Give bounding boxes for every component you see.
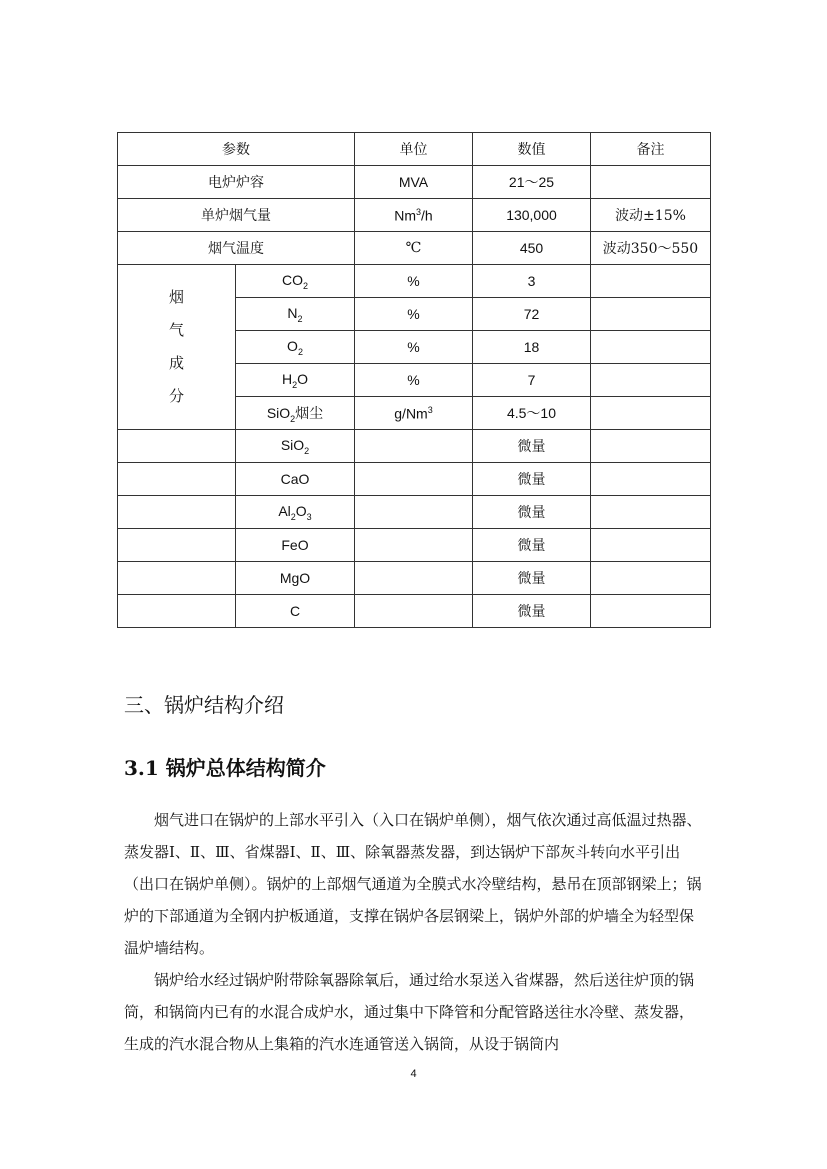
cell-component: CaO xyxy=(236,463,355,496)
cell-unit: ℃ xyxy=(355,232,473,265)
cell-value: 4.5～10 xyxy=(473,397,591,430)
cell-note xyxy=(591,364,711,397)
cell-component: $Al_2O_3$ xyxy=(236,496,355,529)
table-row xyxy=(118,463,711,496)
cell-value: 微量 xyxy=(473,463,591,496)
table-header-row xyxy=(118,133,711,166)
cell-note xyxy=(591,463,711,496)
section-heading: 三、锅炉结构介绍 xyxy=(124,693,284,717)
cell-value: 3 xyxy=(473,265,591,298)
cell-component: $CO_2$ xyxy=(236,265,355,298)
cell-note xyxy=(591,595,711,628)
cell-empty xyxy=(118,430,236,463)
cell-component: C xyxy=(236,595,355,628)
cell-component: FeO xyxy=(236,529,355,562)
cell-value: 7 xyxy=(473,364,591,397)
cell-note: 波动350～550 xyxy=(591,232,711,265)
page-number: 4 xyxy=(410,1068,417,1080)
table-row xyxy=(118,562,711,595)
cell-value: 21～25 xyxy=(473,166,591,199)
cell-value: 微量 xyxy=(473,562,591,595)
cell-value: 微量 xyxy=(473,529,591,562)
cell-note: 波动±15% xyxy=(591,199,711,232)
cell-unit: % xyxy=(355,265,473,298)
cell-value: 450 xyxy=(473,232,591,265)
paragraph: 烟气进口在锅炉的上部水平引入（入口在锅炉单侧），烟气依次通过高低温过热器、蒸发器Ⅰ、Ⅱ、Ⅲ、省煤器Ⅰ、Ⅱ、Ⅲ、除氧器蒸发器，到达锅炉下部灰斗转向水平引出（出口在锅炉单侧）。锅炉的上部烟气通道为全膜式水冷壁结构，悬吊在顶部钢梁上；锅炉的下部通道为全钢内护板通道，支撑在锅炉各层钢梁上，锅炉外部的炉墙全为轻型保温炉墙结构。 xyxy=(124,811,702,957)
cell-unit xyxy=(355,562,473,595)
header-unit: 单位 xyxy=(355,133,473,166)
cell-note xyxy=(591,430,711,463)
cell-param: 单炉烟气量 xyxy=(118,199,355,232)
cell-unit: % xyxy=(355,364,473,397)
header-param: 参数 xyxy=(118,133,355,166)
table-row xyxy=(118,595,711,628)
cell-empty xyxy=(118,595,236,628)
cell-component: $H_2O$ xyxy=(236,364,355,397)
cell-value: 130,000 xyxy=(473,199,591,232)
cell-unit xyxy=(355,529,473,562)
table-row xyxy=(118,529,711,562)
cell-component: SiO$_2$烟尘 xyxy=(236,397,355,430)
cell-unit: MVA xyxy=(355,166,473,199)
parameter-table xyxy=(117,132,711,628)
cell-component: SiO$_2$ xyxy=(236,430,355,463)
table-row xyxy=(118,265,711,298)
cell-unit xyxy=(355,430,473,463)
cell-value: 72 xyxy=(473,298,591,331)
cell-component: $O_2$ xyxy=(236,331,355,364)
cell-param: 电炉炉容 xyxy=(118,166,355,199)
cell-empty xyxy=(118,463,236,496)
paragraph: 锅炉给水经过锅炉附带除氧器除氧后，通过给水泵送入省煤器，然后送往炉顶的锅筒，和锅筒内已有的水混合成炉水，通过集中下降管和分配管路送往水冷壁、蒸发器，生成的汽水混合物从上集箱的汽水连通管送入锅筒，从设于锅筒内 xyxy=(124,971,695,1053)
table-row xyxy=(118,232,711,265)
body-text xyxy=(124,804,704,1060)
cell-unit xyxy=(355,463,473,496)
cell-value: 微量 xyxy=(473,496,591,529)
cell-unit xyxy=(355,595,473,628)
cell-value: 18 xyxy=(473,331,591,364)
cell-empty xyxy=(118,529,236,562)
cell-note xyxy=(591,397,711,430)
cell-component: $N_2$ xyxy=(236,298,355,331)
cell-unit: % xyxy=(355,331,473,364)
cell-param: 烟气温度 xyxy=(118,232,355,265)
cell-value: 微量 xyxy=(473,430,591,463)
group-label-flue-gas: 烟 气 成 分 xyxy=(118,265,236,430)
cell-value: 微量 xyxy=(473,595,591,628)
table-row xyxy=(118,199,711,232)
cell-empty xyxy=(118,562,236,595)
table-row xyxy=(118,496,711,529)
cell-unit: % xyxy=(355,298,473,331)
cell-unit: Nm$^3$/h xyxy=(355,199,473,232)
cell-note xyxy=(591,298,711,331)
cell-note xyxy=(591,562,711,595)
cell-component: MgO xyxy=(236,562,355,595)
table-row xyxy=(118,166,711,199)
cell-note xyxy=(591,496,711,529)
cell-note xyxy=(591,331,711,364)
cell-empty xyxy=(118,496,236,529)
subsection-heading: 3.1 锅炉总体结构简介 xyxy=(124,756,326,780)
header-note: 备注 xyxy=(591,133,711,166)
cell-unit: g/Nm$^3$ xyxy=(355,397,473,430)
cell-note xyxy=(591,265,711,298)
table-row xyxy=(118,430,711,463)
cell-unit xyxy=(355,496,473,529)
cell-note xyxy=(591,166,711,199)
header-value: 数值 xyxy=(473,133,591,166)
cell-note xyxy=(591,529,711,562)
